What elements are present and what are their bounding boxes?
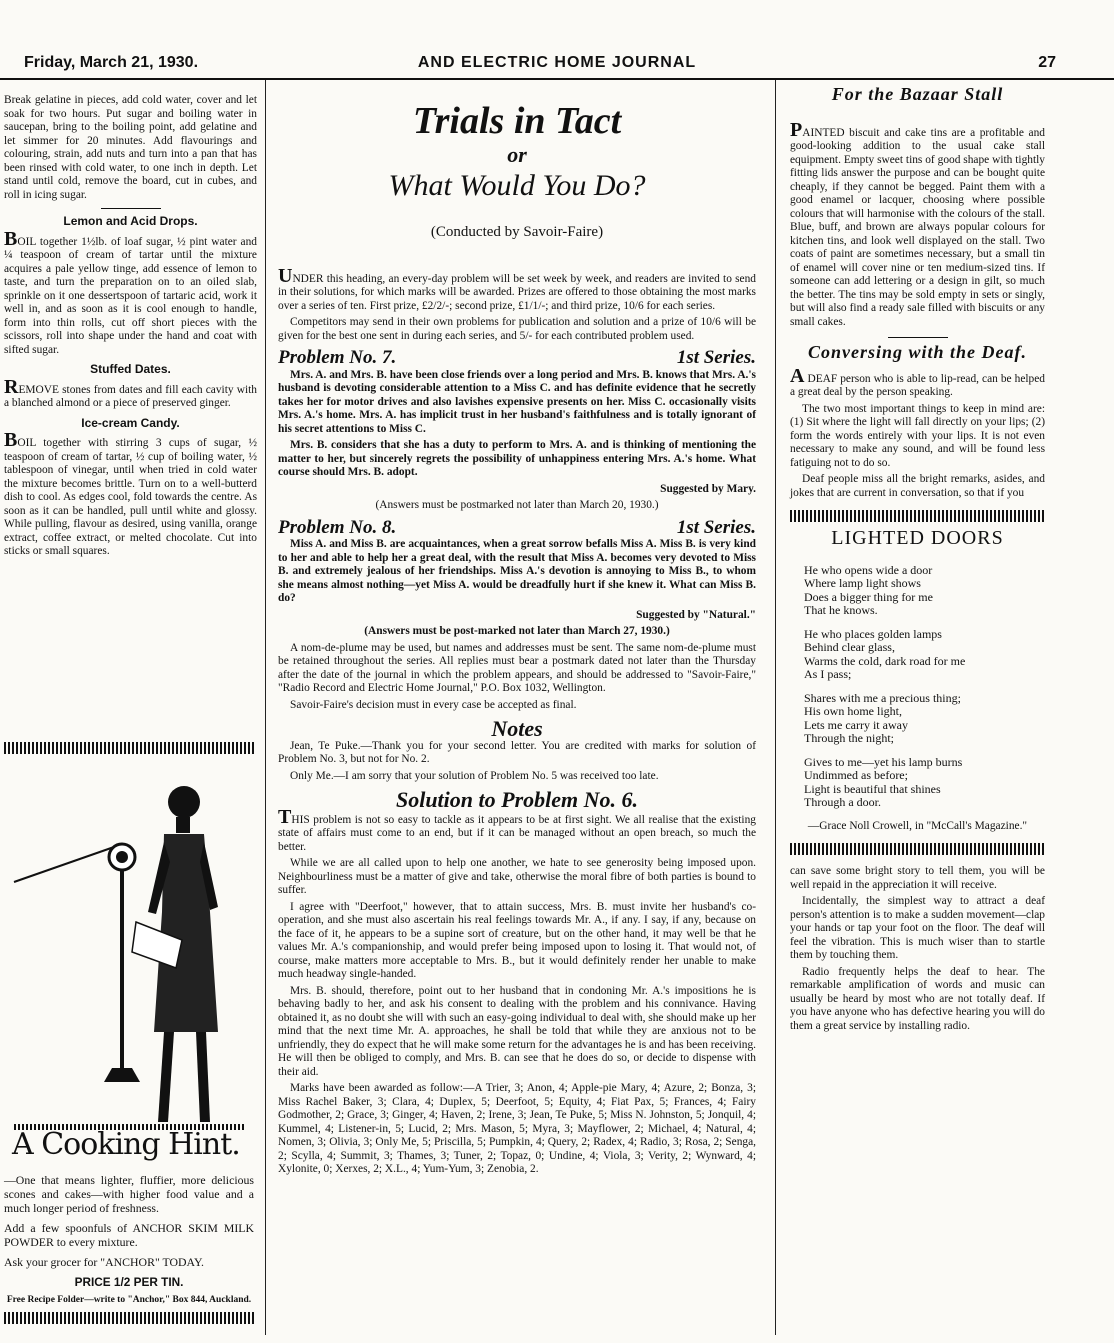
poem-line: Through a door. [804,795,881,809]
stuffed-dates-text: REMOVE stones from dates and fill each cavity with a blanched almond or a piece of preserved ginger. [4,375,257,409]
ice-cream-candy-text: BOIL together with stirring 3 cups of sugar, ½ teaspoon of cream of tartar, ½ cup of boiling water, ½ tablespoon of vinegar, until when tried in cold water the mixture becomes brittle. Turn on to a well-butterd dish to cool. As edges cool, fold towards the centre. As soon as it can be handled, pull until white and glossy. While pulling, flavour as desired, using vanilla, orange extract, coffee extract, or melted chocolate. Cut into sticks or small squares. [4,429,257,557]
poem-line: Behind clear glass, [804,640,895,654]
feature-title: Trials in Tact [412,100,622,142]
problem-8-heading [278,516,756,538]
separator [101,208,161,209]
stuffed-dates-heading: Stuffed Dates. [90,362,171,376]
separator [888,337,948,338]
problem-7-heading [278,347,756,368]
notes-only-me: Only Me.—I am sorry that your solution of Problem No. 5 was received too late. [290,769,659,782]
ad-text-grocer: Ask your grocer for "ANCHOR" TODAY. [4,1255,204,1269]
marks-awarded: Marks have been awarded as follow:—A Trier, 3; Anon, 4; Apple-pie Mary, 4; Azure, 2; Bonza, 3; Miss Rachel Baker, 3; Clara, 4; Duplex, 5; Deerfoot, 5; Equity, 4; Fiat Pax, 5; Frances, 4; Fairy Godmother, 2; Grace, 3; Ginger, 4; Haven, 2; Irene, 3; Jean, Te Puke, 5; Miss N. Johnston, 5; Jonquil, 4; Kummel, 4; Listener-in, 5; Lucid, 2; Mrs. Mason, 5; Myra, 3; Mayflower, 2; Michael, 4; Natural, 4; Nomen, 3; Olivia, 3; Only Me, 5; Priscilla, 5; Pumpkin, 4; Query, 2; Radex, 4; Radio, 3; Rosa, 2; Senga, 2; Scylla, 4; Summit, 3; Thames, 3; Tuner, 2; Topaz, 0; Undine, 4; Viola, 3; Verity, 2; Wynward, 4; Xylonite, 0; Xerxes, 2; X.L., 4; Yum-Yum, 3; Zenobia, 2. [278,1082,756,1175]
hatch-border [790,843,1045,855]
problem-7-series: 1st Series. [676,347,756,368]
decision-text: Savoir-Faire's decision must in every case be accepted as final. [290,698,577,711]
deaf-paragraph-3: Deaf people miss all the bright remarks, asides, and jokes that are current in conversation, so that if you [790,473,1045,499]
lemon-drops-text: BOIL together 1½lb. of loaf sugar, ½ pint water and ¼ teaspoon of cream of tartar until the mixture acquires a pale yellow tinge, add essence of lemon to taste, and turn the preparation on to an oiled slab, sprinkle on it one dessertspoon of tartaric acid, work it well in, and as soon as it is cool enough to handle, form into thin rolls, cut off short pieces with the scissors, roll into shape under the hand and coat with sifted sugar. [4,227,257,356]
trials-in-tact-column [278,96,756,1180]
ad-price: PRICE 1/2 PER TIN. [74,1275,184,1289]
problem-7-question: Mrs. B. considers that she has a duty to perform to Mrs. A. and is thinking of mentioning the matter to her, but sincerely regrets the possibility of unhappiness entering Mrs. A.'s home. What course should Mrs. B. adopt. [278,439,756,478]
poem-stanza [804,628,1045,682]
poem-line: Undimmed as before; [804,768,908,782]
ice-cream-candy-heading: Ice-cream Candy. [81,415,180,430]
ad-bottom-border [4,1312,254,1324]
problem-8-title: Problem No. 8. [278,516,397,538]
problem-8-deadline: (Answers must be post-marked not later than March 27, 1930.) [364,625,670,637]
ad-body [4,1127,254,1324]
page-header [0,52,1114,78]
poem-line: Through the night; [804,731,894,745]
anchor-advertisement [4,742,254,1327]
poem-line: He who places golden lamps [804,626,942,641]
feature-title-or: or [507,142,527,167]
deaf-paragraph-1: A DEAF person who is able to lip-read, can be helped a great deal by the person speaking. [790,364,1045,398]
poem-stanza [804,692,1045,746]
poem-line: Gives to me—yet his lamp burns [804,754,963,769]
journal-name: AND ELECTRIC HOME JOURNAL [417,54,697,71]
deaf-paragraph-4: can save some bright story to tell them, you will be well repaid in the appreciation it will receive. [790,865,1045,891]
page-number: 27 [1038,54,1056,71]
poem-stanza [804,564,1045,618]
bazaar-heading: For the Bazaar Stall [831,84,1004,104]
feature-subtitle: What Would You Do? [388,169,646,202]
notes-jean: Jean, Te Puke.—Thank you for your second letter. You are credited with marks for solution of Problem No. 3, but not for No. 2. [278,739,756,765]
feature-byline: (Conducted by Savoir-Faire) [430,224,604,240]
poem-stanza [804,756,1045,810]
gelatine-recipe-text: Break gelatine in pieces, add cold water, cover and let soak for two hours. Put sugar and boiling water in saucepan, bring to the boiling point, add gelatine and let simmer for 20 minutes. Add flavourings and colouring, strain, add nuts and turn into a pan that has been rinsed with cold water, to one inch in depth. Let stand until cold, remove the board, cut in cubes, and roll in icing sugar. [4,94,257,201]
poem-line: That he knows. [804,603,878,617]
poem-line: Shares with me a precious thing; [804,690,961,705]
hatch-border [790,510,1045,522]
recipes-column [4,94,257,562]
solution-heading: Solution to Problem No. 6. [395,787,639,812]
woman-at-microphone-illustration [4,762,254,1132]
poem-line: He who opens wide a door [804,562,933,577]
solution-paragraph-3: I agree with "Deerfoot," however, that to attain success, Mrs. B. must invite her husband's co-operation, and she must also ascertain his real feelings towards Mr. A., if any. I say, if any, because on the face of it, he appears to be a supine sort of creature, but on the other hand, it may well be that he values Mr. A.'s companionship, and would prefer being imposed upon to losing it. That would not, of course, make matters more acceptable to Mrs. B., but it would definitely render her unable to make much headway single-handed. [278,900,756,980]
problem-7-suggested-by: Suggested by Mary. [660,482,756,495]
notes-heading: Notes [491,716,543,741]
lemon-drops-heading: Lemon and Acid Drops. [63,214,198,228]
column-divider-right [775,80,776,1335]
solution-paragraph-4: Mrs. B. should, therefore, point out to her husband that in condoning Mr. A.'s impositions he is behaving badly to her, and ask his consent to dealing with the problem and his connivance. Having obtained it, as no doubt she will with such an easy-going individual to deal with, she should make up her mind that the next time Mr. A. approaches, he shall be told that while they are anxious not to be unfriendly, they do expect that he will make some return for the advantages he is and has been receiving. He will then be obliged to comply, and Mrs. B. can see that he does do so, or decide to dispense with their aid. [278,984,756,1078]
poem-line: His own home light, [804,704,902,718]
problem-8-suggested-by: Suggested by "Natural." [636,608,756,621]
poem-line: As I pass; [804,667,852,681]
problem-7-text: Mrs. A. and Mrs. B. have been close friends over a long period and Mrs. B. knows that Mrs. A.'s husband is devoting considerable attention to a Miss C. and has definite evidence that he secretly takes her for motor drives and also lavishes expensive presents on her. Miss C. occasionally visits Mrs. A.'s home. Mrs. A. has implicit trust in her husband's faithfulness and is totally ignorant of his secret attentions to Miss C. [278,368,756,435]
rules-text: A nom-de-plume may be used, but names and addresses must be sent. The same nom-de-plume must be retained throughout the series. All replies must bear a postmark dated not later than the Thursday after the date of the journal in which the problem appears, and should be addressed to "Savoir-Faire," "Radio Record and Electric Home Journal," P.O. Box 1032, Wellington. [278,641,756,694]
home-notes-column [790,84,1045,1036]
deaf-paragraph-6: Radio frequently helps the deaf to hear. The remarkable amplification of words and music can usually be heard by most who are not totally deaf. If you have anyone who has defective hearing you will do them a great service by installing radio. [790,965,1045,1032]
header-rule [0,78,1114,80]
poem-line: Where lamp light shows [804,576,921,590]
solution-paragraph-2: While we are all called upon to help one another, we hate to see generosity being imposed upon. Neighbourliness must be a matter of give and take, otherwise the moral fibre of both parties is bound to suffer. [278,857,756,896]
problem-7-title: Problem No. 7. [278,347,397,368]
ad-text-benefits: —One that means lighter, fluffier, more delicious scones and cakes—with higher food value and a much longer period of freshness. [4,1173,254,1215]
intro-paragraph: UNDER this heading, an every-day problem will be set week by week, and readers are invited to send in their solutions, for which marks will be awarded. Prizes are offered to those obtaining the most marks over a series of ten. First prize, £2/2/-; second prize, £1/1/-; and third prize, 10/6 for each series. [278,264,756,312]
poem-line: Light is beautiful that shines [804,781,941,796]
solution-paragraph-1: THIS problem is not so easy to tackle as it appears to be at first sight. We all realise that the existing state of affairs must come to an end, but if it can be managed without an open breach, so much the better. [278,805,756,853]
deaf-paragraph-2: The two most important things to keep in mind are: (1) Sit where the light will fall directly on your lips; (2) form the words entirely with your lips. It is not even necessary to make any sound, and will be found less fatiguing not to do so. [790,402,1045,469]
ad-title: A Cooking Hint. [12,1127,240,1162]
bazaar-text: PAINTED biscuit and cake tins are a profitable and good-looking addition to the usual cake stall equipment. Empty sweet tins of good shape with tightly fitting lids answer the purpose and can be bought quite cheaply, if they cannot be begged. Paint them with a good enamel or lacquer, choosing where possible colours that will harmonise with the colours of the stall. Blue, buff, and brown are always popular colours for kitchen tins, and look well displayed on the stall. Two coats of paint are sometimes necessary, but a small tin of enamel will cover nine or ten medium-sized tins. If someone can add lettering or a design in gilt, so much the better. The tins may be sold empty in sets or singly, but will also find a ready sale filled with biscuits or any small cakes. [790,118,1045,328]
poem-line: Warms the cold, dark road for me [804,653,966,668]
deaf-paragraph-5: Incidentally, the simplest way to attract a deaf person's attention is to make a sudden movement—clap your hands or tap your foot on the floor. The deaf will feel the vibration. This is much wiser than to startle them by touching them. [790,895,1045,961]
poem-credit: —Grace Noll Crowell, in "McCall's Magazine." [807,819,1028,832]
ad-recipe-folder: Free Recipe Folder—write to "Anchor," Box 844, Auckland. [6,1295,252,1305]
ad-top-border [4,742,254,754]
poem-title: LIGHTED DOORS [831,527,1004,549]
poem-line: Does a bigger thing for me [804,589,933,604]
ad-text-instructions: Add a few spoonfuls of ANCHOR SKIM MILK POWDER to every mixture. [4,1221,254,1249]
column-divider-left [265,80,266,1335]
problem-8-series: 1st Series. [676,516,756,538]
poem-line: Lets me carry it away [804,717,908,732]
issue-date: Friday, March 21, 1930. [24,54,199,71]
problem-8-text: Miss A. and Miss B. are acquaintances, when a great sorrow befalls Miss A. Miss B. is very kind to her and able to help her a great deal, with the result that Miss A. becomes very devoted to Miss B. and extremely jealous of her friendships. Miss A.'s devotion is annoying to Miss B., to whom she means almost nothing—yet Miss A. would be dreadfully hurt if she knew it. What can Miss B. do? [278,538,756,604]
deaf-heading: Conversing with the Deaf. [807,342,1028,362]
problem-7-deadline: (Answers must be postmarked not later than March 20, 1930.) [375,499,659,511]
intro-competitors: Competitors may send in their own problems for publication and solution and a prize of 10/6 will be given for the best one sent in during each series, and 5/- for each contributed problem used. [278,316,756,342]
